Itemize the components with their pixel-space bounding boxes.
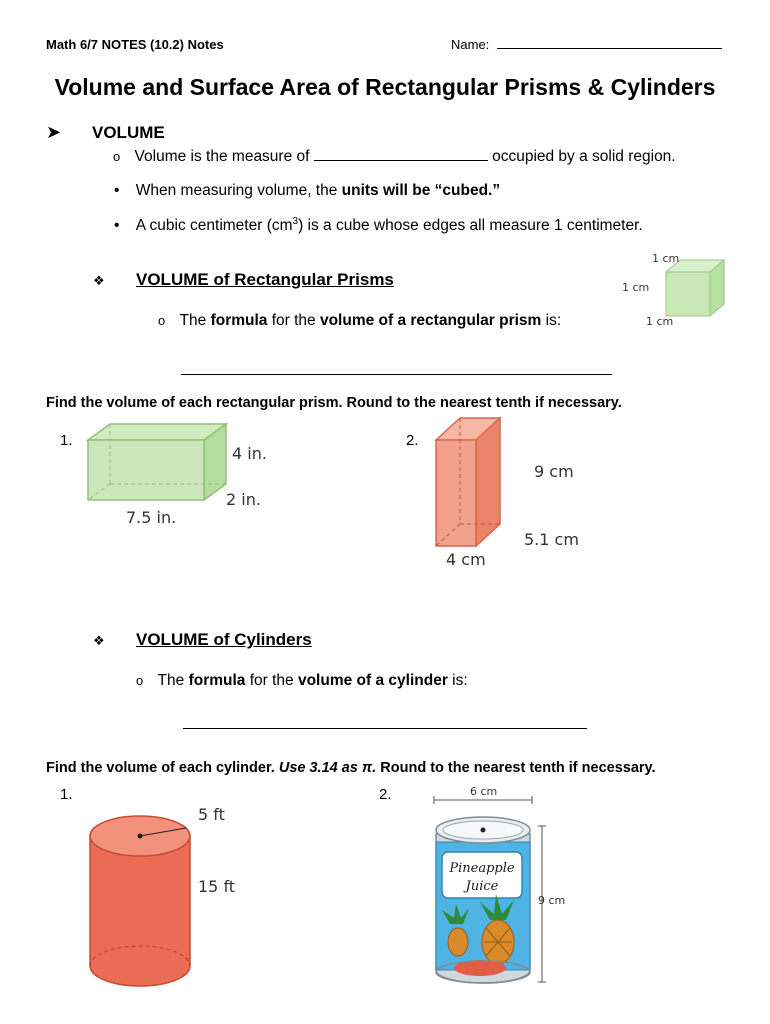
- prism-1-depth-label: 2 in.: [226, 490, 261, 509]
- cylinder-1-radius-label: 5 ft: [198, 805, 225, 824]
- volume-bullet-cubic-cm: • A cubic centimeter $(cm^3)$ is a cube whose edges all measure 1 centimeter.: [114, 216, 643, 235]
- can-height-label: 9 cm: [538, 894, 566, 907]
- name-field: [451, 37, 722, 52]
- prism-instructions: Find the volume of each rectangular prism. Round to the nearest tenth if necessary.: [46, 395, 622, 411]
- unit-cube-figure: [620, 248, 750, 338]
- arrow-bullet-icon: ➤: [46, 122, 62, 142]
- circle-bullet-icon: o: [158, 313, 166, 328]
- can-label-line1: Pineapple: [449, 861, 515, 876]
- prism-2-depth-label: 5.1 cm: [524, 530, 579, 549]
- volume-heading: VOLUME: [92, 123, 165, 142]
- diamond-bullet-icon: ❖: [93, 273, 105, 288]
- cylinders-heading: VOLUME of Cylinders: [136, 630, 312, 649]
- definition-blank[interactable]: [314, 160, 488, 161]
- prism-2-height-label: 9 cm: [534, 462, 574, 481]
- prism-2-figure: [420, 412, 610, 572]
- dot-bullet-icon: •: [114, 217, 120, 235]
- cube-bottom-label: 1 cm: [646, 315, 674, 328]
- header-course: Math 6/7 NOTES (10.2) Notes: [46, 37, 224, 52]
- diamond-bullet-icon: ❖: [93, 633, 105, 648]
- dot-bullet-icon: •: [114, 182, 120, 199]
- cylinder-instructions: Find the volume of each cylinder. Use 3.14 as π. Round to the nearest tenth if necessary.: [46, 760, 656, 776]
- circle-bullet-icon: o: [113, 149, 121, 164]
- volume-bullet-units: • When measuring volume, the units will be “cubed.”: [114, 182, 501, 199]
- can-diameter-label: 6 cm: [470, 785, 498, 798]
- name-label: Name:: [451, 37, 490, 52]
- cylinder-formula-prompt: o The formula for the volume of a cylinder is:: [136, 672, 468, 689]
- prism-formula-prompt: o The formula for the volume of a rectangular prism is:: [158, 312, 562, 329]
- prism-1-number: 1.: [60, 432, 73, 449]
- can-label-line2: Juice: [465, 879, 499, 894]
- page-title: Volume and Surface Area of Rectangular Prisms & Cylinders: [54, 74, 716, 100]
- prism-formula-blank[interactable]: [181, 374, 612, 375]
- cylinder-1-figure: [80, 796, 260, 1016]
- cube-top-label: 1 cm: [652, 252, 680, 265]
- prism-1-height-label: 4 in.: [232, 444, 267, 463]
- prism-2-number: 2.: [406, 432, 419, 449]
- volume-definition: o Volume is the measure of occupied by a solid region.: [113, 148, 676, 165]
- name-blank[interactable]: [497, 48, 722, 49]
- prism-1-length-label: 7.5 in.: [126, 508, 177, 527]
- prism-1-figure: [80, 420, 280, 530]
- circle-bullet-icon: o: [136, 673, 144, 688]
- cube-left-label: 1 cm: [622, 281, 650, 294]
- prism-2-width-label: 4 cm: [446, 550, 486, 569]
- cylinder-1-number: 1.: [60, 786, 73, 803]
- cylinder-2-number: 2.: [379, 786, 392, 803]
- cylinder-formula-blank[interactable]: [183, 728, 587, 729]
- juice-can-figure: [420, 782, 610, 1014]
- cylinder-1-height-label: 15 ft: [198, 877, 236, 896]
- prisms-heading: VOLUME of Rectangular Prisms: [136, 270, 394, 289]
